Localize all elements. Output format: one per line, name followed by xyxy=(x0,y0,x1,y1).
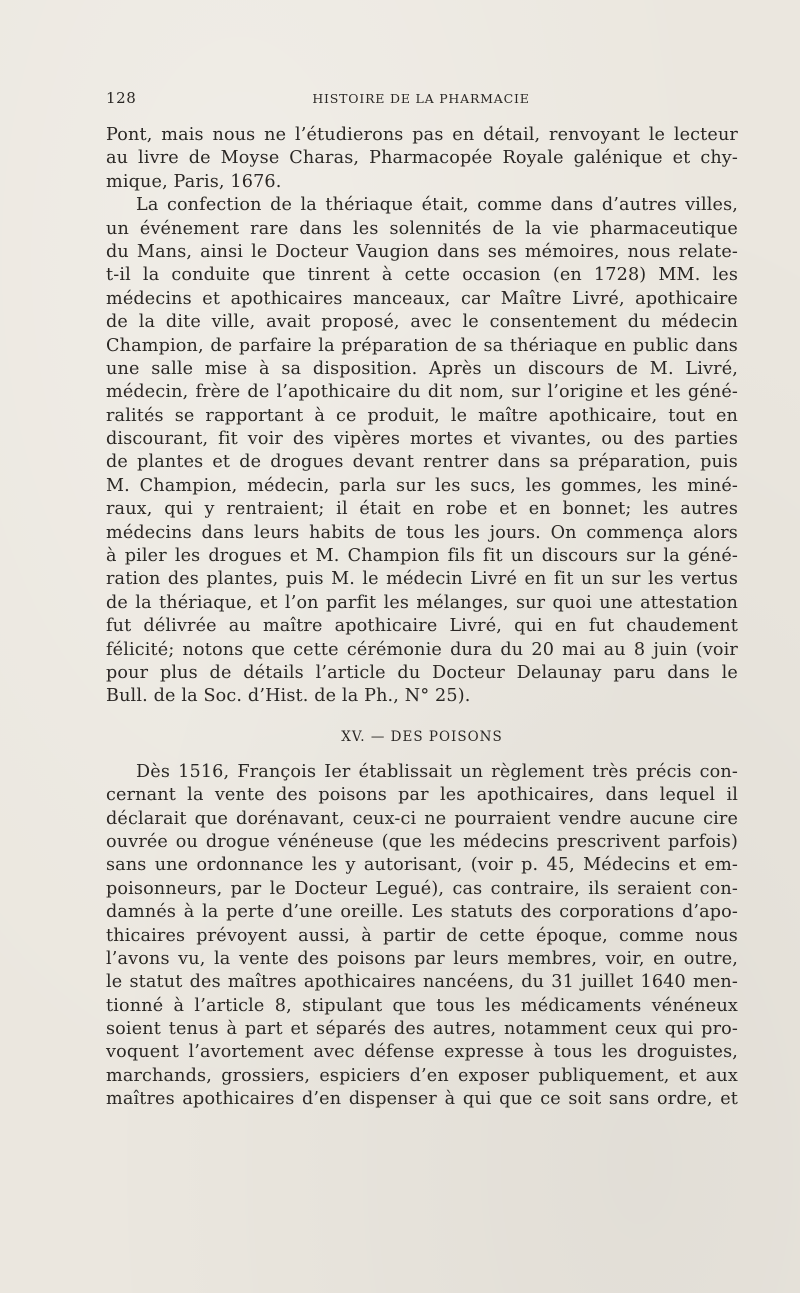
text-line: La confection de la thériaque était, comme dans d’autres villes, xyxy=(136,195,738,216)
text-line: ralités se rapportant à ce produit, le maître apothicaire, tout en xyxy=(106,405,738,426)
text-line: M. Champion, médecin, parla sur les sucs, les gommes, les miné- xyxy=(106,475,738,496)
running-head xyxy=(106,89,736,109)
text-line: thicaires prévoyent aussi, à partir de cette époque, comme nous xyxy=(106,925,738,946)
text-line: du Mans, ainsi le Docteur Vaugion dans ses mémoires, nous relate- xyxy=(106,241,738,262)
text-line: félicité; notons que cette cérémonie dura du 20 mai au 8 juin (voir xyxy=(106,639,738,660)
page-number: 128 xyxy=(106,89,137,107)
text-line: de la thériaque, et l’on parfit les mélanges, sur quoi une attestation xyxy=(106,592,738,613)
text-line: t-il la conduite que tinrent à cette occasion (en 1728) MM. les xyxy=(106,265,738,286)
text-line: de plantes et de drogues devant rentrer dans sa préparation, puis xyxy=(106,452,738,473)
text-line: ouvrée ou drogue vénéneuse (que les médecins prescrivent parfois) xyxy=(106,831,738,852)
section-heading: XV. — DES POISONS xyxy=(341,728,503,745)
text-line: au livre de Moyse Charas, Pharmacopée Royale galénique et chy- xyxy=(106,148,738,169)
text-line: de la dite ville, avait proposé, avec le consentement du médecin xyxy=(106,312,738,333)
text-line: médecin, frère de l’apothicaire du dit nom, sur l’origine et les géné- xyxy=(106,382,738,403)
text-line: marchands, grossiers, espiciers d’en exposer publiquement, et aux xyxy=(106,1065,738,1086)
text-line: médecins dans leurs habits de tous les jours. On commença alors xyxy=(106,522,738,543)
text-line: damnés à la perte d’une oreille. Les statuts des corporations d’apo- xyxy=(106,902,738,923)
text-line: fut délivrée au maître apothicaire Livré, qui en fut chaudement xyxy=(106,616,738,637)
text-line: Champion, de parfaire la préparation de sa thériaque en public dans xyxy=(106,335,738,356)
text-line: l’avons vu, la vente des poisons par leurs membres, voir, en outre, xyxy=(106,948,738,969)
text-line: à piler les drogues et M. Champion fils fit un discours sur la géné- xyxy=(106,546,738,567)
text-line: Dès 1516, François Ier établissait un règlement très précis con- xyxy=(136,761,738,782)
text-line: mique, Paris, 1676. xyxy=(106,171,282,192)
text-line: tionné à l’article 8, stipulant que tous les médicaments vénéneux xyxy=(106,995,738,1016)
text-line: discourant, fit voir des vipères mortes et vivantes, ou des parties xyxy=(106,429,738,450)
text-line: raux, qui y rentraient; il était en robe et en bonnet; les autres xyxy=(106,499,738,520)
text-line: voquent l’avortement avec défense expresse à tous les droguistes, xyxy=(106,1042,738,1063)
text-line: une salle mise à sa disposition. Après un discours de M. Livré, xyxy=(106,358,738,379)
text-line: pour plus de détails l’article du Docteur Delaunay paru dans le xyxy=(106,662,738,683)
text-line: sans une ordonnance les y autorisant, (voir p. 45, Médecins et em- xyxy=(106,855,738,876)
text-line: Bull. de la Soc. d’Hist. de la Ph., N° 25). xyxy=(106,686,471,707)
text-line: le statut des maîtres apothicaires nancéens, du 31 juillet 1640 men- xyxy=(106,972,738,993)
text-line: Pont, mais nous ne l’étudierons pas en détail, renvoyant le lecteur xyxy=(106,125,738,145)
text-line: cernant la vente des poisons par les apothicaires, dans lequel il xyxy=(106,785,738,806)
text-line: déclarait que dorénavant, ceux-ci ne pourraient vendre aucune cire xyxy=(106,808,738,829)
body-text xyxy=(106,124,738,1112)
text-line: ration des plantes, puis M. le médecin Livré en fit un sur les vertus xyxy=(106,569,738,590)
text-line: soient tenus à part et séparés des autres, notamment ceux qui pro- xyxy=(106,1019,738,1040)
running-title: HISTOIRE DE LA PHARMACIE xyxy=(312,91,530,106)
text-line: un événement rare dans les solennités de la vie pharmaceutique xyxy=(106,218,738,239)
text-line: poisonneurs, par le Docteur Legué), cas contraire, ils seraient con- xyxy=(106,878,738,899)
text-line: médecins et apothicaires manceaux, car Maître Livré, apothicaire xyxy=(106,288,738,309)
text-line: maîtres apothicaires d’en dispenser à qui que ce soit sans ordre, et xyxy=(106,1089,738,1110)
